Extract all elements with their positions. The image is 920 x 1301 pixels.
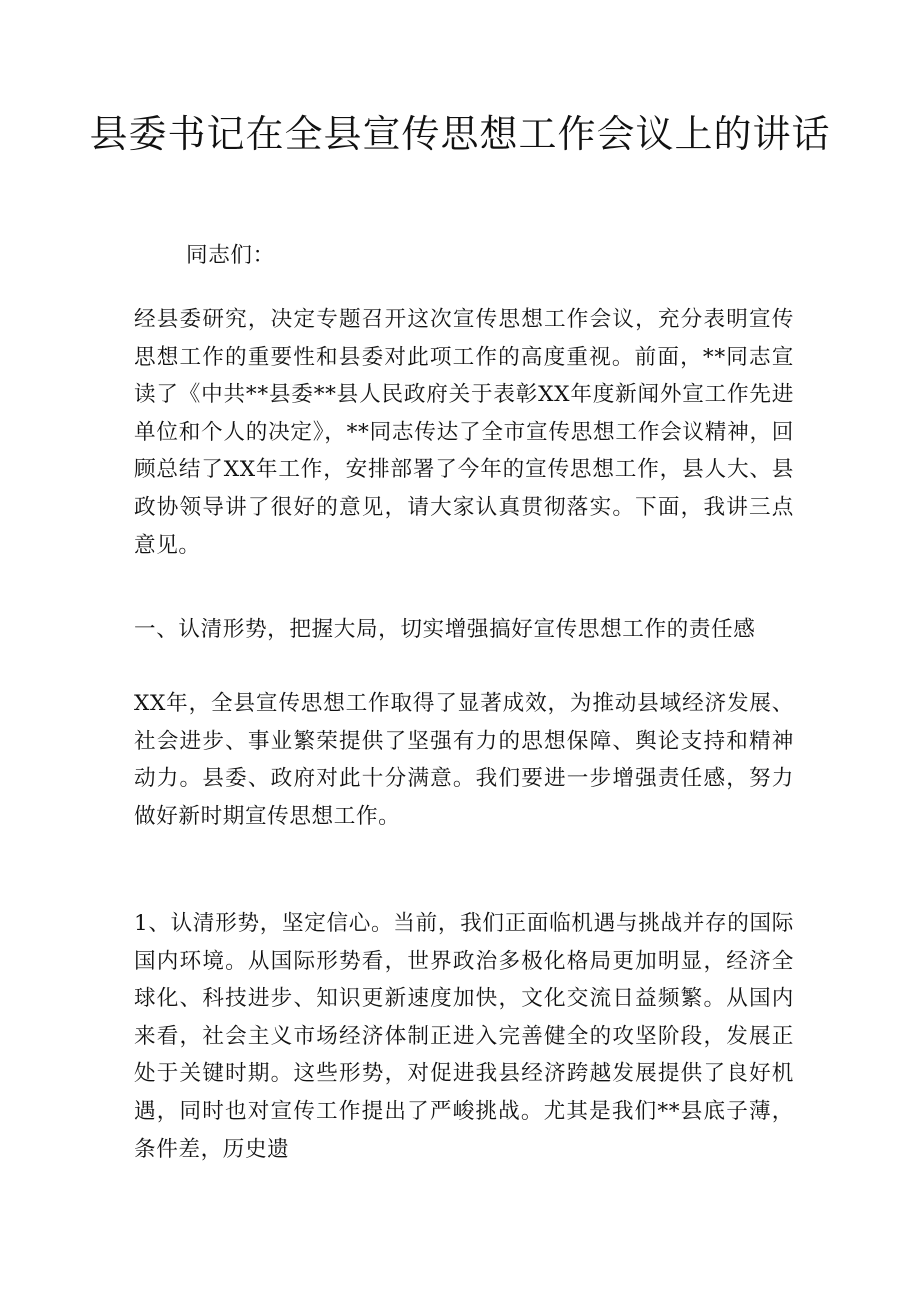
document-title: 县委书记在全县宣传思想工作会议上的讲话 — [89, 112, 831, 156]
paragraph-achievements: XX年，全县宣传思想工作取得了显著成效，为推动县域经济发展、社会进步、事业繁荣提供了坚强有力的思想保障、舆论支持和精神动力。县委、政府对此十分满意。我们要进一步增强责任感，努力做好新时期宣传思想工作。 — [134, 691, 794, 829]
paragraph-intro: 经县委研究，决定专题召开这次宣传思想工作会议，充分表明宣传思想工作的重要性和县委对此项工作的高度重视。前面，**同志宣读了《中共**县委**县人民政府关于表彰XX年度新闻外宣工作先进单位和个人的决定》，**同志传达了全市宣传思想工作会议精神，回顾总结了XX年工作，安排部署了今年的宣传思想工作，县人大、县政协领导讲了很好的意见，请大家认真贯彻落实。下面，我讲三点意见。 — [134, 307, 794, 558]
salutation: 同志们： — [186, 243, 275, 268]
section-heading-1: 一、认清形势，把握大局，切实增强搞好宣传思想工作的责任感 — [134, 617, 756, 642]
paragraph-situation: 1、认清形势，坚定信心。当前，我们正面临机遇与挑战并存的国际国内环境。从国际形势看，世界政治多极化格局更加明显，经济全球化、科技进步、知识更新速度加快，文化交流日益频繁。从国内来看，社会主义市场经济体制正进入完善健全的攻坚阶段，发展正处于关键时期。这些形势，对促进我县经济跨越发展提供了良好机遇，同时也对宣传工作提出了严峻挑战。尤其是我们**县底子薄，条件差，历史遗 — [134, 911, 794, 1162]
